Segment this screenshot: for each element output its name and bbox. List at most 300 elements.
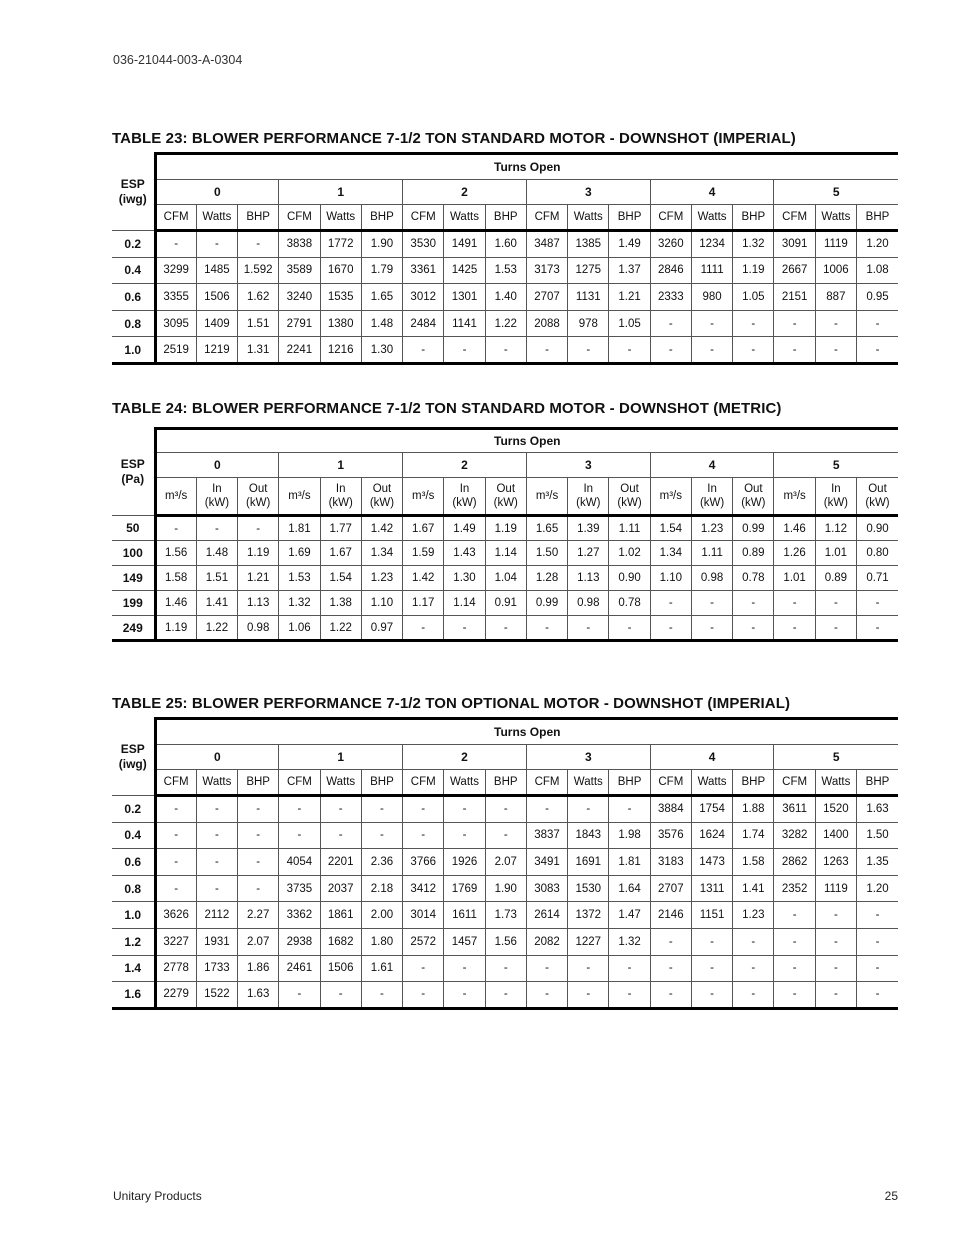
- data-cell: 1624: [691, 822, 732, 849]
- unit-header-cell: [857, 770, 898, 796]
- data-cell: 1843: [568, 822, 609, 849]
- unit-header-cell: [691, 478, 732, 516]
- unit-header-cell: [279, 478, 320, 516]
- data-cell: 3837: [526, 822, 567, 849]
- data-cell: -: [609, 337, 650, 364]
- unit-header-cell: [320, 770, 361, 796]
- data-cell: 2279: [155, 982, 196, 1009]
- data-cell: 1.05: [733, 284, 774, 311]
- esp-row-label: 1.6: [112, 982, 155, 1009]
- data-cell: 1263: [815, 849, 856, 876]
- header-row-turns-open: [112, 719, 898, 745]
- data-cell: 1.42: [403, 566, 444, 591]
- data-cell: 1301: [444, 284, 485, 311]
- table-row: [112, 928, 898, 955]
- data-cell: -: [650, 591, 691, 616]
- table-row: [112, 616, 898, 641]
- data-cell: 3530: [403, 231, 444, 258]
- unit-header-text: m³/s: [535, 490, 559, 502]
- unit-header-cell: [526, 770, 567, 796]
- data-cell: 1530: [568, 875, 609, 902]
- data-cell: -: [526, 796, 567, 823]
- data-cell: -: [485, 822, 526, 849]
- data-cell: -: [815, 616, 856, 641]
- data-cell: 1.49: [609, 231, 650, 258]
- data-cell: 3626: [155, 902, 196, 929]
- data-cell: 1491: [444, 231, 485, 258]
- unit-header-text: m³/s: [288, 490, 311, 502]
- data-cell: 1.40: [485, 284, 526, 311]
- turns-header-1: 1: [279, 180, 403, 205]
- data-cell: -: [320, 796, 361, 823]
- data-cell: 1.22: [485, 310, 526, 337]
- unit-header-cell: [361, 205, 402, 231]
- unit-header-cell: [857, 205, 898, 231]
- data-cell: -: [238, 796, 279, 823]
- data-cell: 1.32: [733, 231, 774, 258]
- header-row-units: [112, 770, 898, 796]
- esp-row-label: 149: [112, 566, 155, 591]
- unit-header-cell: [485, 205, 526, 231]
- unit-header-text: BHP: [493, 211, 518, 223]
- esp-header-cell: [112, 154, 155, 231]
- unit-header-text: In: [583, 483, 594, 495]
- turns-header-3: 3: [526, 453, 650, 478]
- data-cell: -: [155, 822, 196, 849]
- data-cell: 1.14: [444, 591, 485, 616]
- data-cell: 1.38: [320, 591, 361, 616]
- data-cell: -: [609, 982, 650, 1009]
- unit-header-text: Watts: [821, 776, 851, 788]
- data-cell: 1.32: [279, 591, 320, 616]
- data-cell: 1611: [444, 902, 485, 929]
- data-cell: 1216: [320, 337, 361, 364]
- data-cell: 1.51: [196, 566, 237, 591]
- data-cell: 1.43: [444, 541, 485, 566]
- unit-header-cell: [155, 770, 196, 796]
- unit-header-text: BHP: [865, 211, 890, 223]
- data-cell: 1.06: [279, 616, 320, 641]
- header-row-units: [112, 205, 898, 231]
- data-cell: 2846: [650, 257, 691, 284]
- data-cell: 2.27: [238, 902, 279, 929]
- data-cell: 1.48: [361, 310, 402, 337]
- data-cell: 2614: [526, 902, 567, 929]
- unit-header-cell: [733, 478, 774, 516]
- data-cell: -: [155, 875, 196, 902]
- data-cell: -: [568, 955, 609, 982]
- unit-header-cell: [526, 205, 567, 231]
- data-cell: 2862: [774, 849, 815, 876]
- unit-header-text: In: [707, 483, 717, 495]
- data-cell: 3589: [279, 257, 320, 284]
- data-cell: 887: [815, 284, 856, 311]
- data-cell: 3611: [774, 796, 815, 823]
- data-cell: 0.98: [238, 616, 279, 641]
- table-25-title: TABLE 25: BLOWER PERFORMANCE 7-1/2 TON OPTIONAL MOTOR - DOWNSHOT (IMPERIAL): [112, 695, 791, 712]
- data-cell: -: [733, 310, 774, 337]
- unit-header-cell: [568, 770, 609, 796]
- data-cell: 1.42: [361, 516, 402, 541]
- header-row-turns: [112, 453, 898, 478]
- data-cell: 1.08: [857, 257, 898, 284]
- data-cell: -: [774, 310, 815, 337]
- data-cell: -: [857, 982, 898, 1009]
- data-cell: 3299: [155, 257, 196, 284]
- unit-header-text: CFM: [410, 211, 436, 223]
- data-cell: 1.65: [526, 516, 567, 541]
- unit-header-text: In: [212, 483, 222, 495]
- data-cell: -: [733, 982, 774, 1009]
- unit-header-cell: [815, 478, 856, 516]
- turns-open-header: Turns Open: [155, 719, 898, 745]
- data-cell: -: [361, 982, 402, 1009]
- data-cell: -: [774, 616, 815, 641]
- header-row-turns-open: [112, 429, 898, 453]
- data-cell: 0.90: [857, 516, 898, 541]
- data-cell: 1.02: [609, 541, 650, 566]
- data-cell: 3838: [279, 231, 320, 258]
- turns-open-header: Turns Open: [155, 429, 898, 453]
- data-cell: 3362: [279, 902, 320, 929]
- data-cell: 1473: [691, 849, 732, 876]
- data-cell: -: [857, 310, 898, 337]
- data-cell: 3173: [526, 257, 567, 284]
- data-cell: 1409: [196, 310, 237, 337]
- data-cell: 1.46: [774, 516, 815, 541]
- data-cell: 1.34: [361, 541, 402, 566]
- unit-header-text: (kW): [617, 497, 642, 509]
- unit-header-text: (kW): [328, 497, 353, 509]
- unit-header-cell: [815, 205, 856, 231]
- unit-header-text: (kW): [493, 497, 518, 509]
- unit-header-text: Watts: [573, 211, 603, 223]
- data-cell: -: [403, 822, 444, 849]
- unit-header-cell: [196, 478, 237, 516]
- data-cell: 1.56: [485, 928, 526, 955]
- data-cell: -: [815, 982, 856, 1009]
- data-cell: 2938: [279, 928, 320, 955]
- data-cell: 2572: [403, 928, 444, 955]
- data-cell: -: [815, 337, 856, 364]
- data-cell: 1.13: [238, 591, 279, 616]
- unit-header-cell: [691, 770, 732, 796]
- data-cell: 1.53: [279, 566, 320, 591]
- data-cell: 0.98: [568, 591, 609, 616]
- unit-header-text: Watts: [326, 211, 356, 223]
- table-row: [112, 982, 898, 1009]
- data-cell: -: [774, 591, 815, 616]
- data-cell: -: [691, 591, 732, 616]
- data-cell: 1.46: [155, 591, 196, 616]
- data-cell: 978: [568, 310, 609, 337]
- data-cell: 2707: [526, 284, 567, 311]
- unit-header-cell: [196, 205, 237, 231]
- data-cell: 1385: [568, 231, 609, 258]
- data-cell: -: [403, 955, 444, 982]
- turns-header-5: 5: [774, 180, 898, 205]
- unit-header-text: Watts: [450, 211, 479, 223]
- esp-row-label: 0.4: [112, 822, 155, 849]
- data-cell: 1.10: [650, 566, 691, 591]
- page-number: 25: [884, 1189, 898, 1203]
- unit-header-text: CFM: [286, 211, 312, 223]
- data-cell: 3576: [650, 822, 691, 849]
- data-cell: 1.23: [733, 902, 774, 929]
- unit-header-text: (kW): [576, 497, 601, 509]
- turns-header-0: 0: [155, 453, 279, 478]
- unit-header-cell: [733, 205, 774, 231]
- unit-header-text: BHP: [741, 776, 766, 788]
- unit-header-cell: [238, 770, 279, 796]
- data-cell: -: [609, 796, 650, 823]
- table-23-title: TABLE 23: BLOWER PERFORMANCE 7-1/2 TON STANDARD MOTOR - DOWNSHOT (IMPERIAL): [112, 130, 796, 147]
- unit-header-text: CFM: [658, 211, 684, 223]
- data-cell: -: [568, 796, 609, 823]
- data-cell: 3766: [403, 849, 444, 876]
- data-cell: 1.17: [403, 591, 444, 616]
- unit-header-cell: [650, 770, 691, 796]
- data-cell: 2112: [196, 902, 237, 929]
- unit-header-text: In: [831, 483, 841, 495]
- data-cell: 2082: [526, 928, 567, 955]
- data-cell: 1.41: [733, 875, 774, 902]
- data-cell: 3091: [774, 231, 815, 258]
- data-cell: 1.04: [485, 566, 526, 591]
- data-cell: 2519: [155, 337, 196, 364]
- data-cell: 0.89: [815, 566, 856, 591]
- data-cell: 3361: [403, 257, 444, 284]
- unit-header-cell: [403, 478, 444, 516]
- esp-row-label: 50: [112, 516, 155, 541]
- data-cell: 0.98: [691, 566, 732, 591]
- data-cell: 1151: [691, 902, 732, 929]
- table-row: [112, 591, 898, 616]
- data-cell: 2.18: [361, 875, 402, 902]
- data-cell: -: [155, 516, 196, 541]
- unit-header-text: CFM: [658, 776, 684, 788]
- data-cell: -: [155, 231, 196, 258]
- data-cell: -: [774, 928, 815, 955]
- data-cell: -: [691, 955, 732, 982]
- data-cell: -: [691, 928, 732, 955]
- unit-header-text: CFM: [534, 776, 560, 788]
- data-cell: -: [568, 982, 609, 1009]
- data-cell: -: [650, 928, 691, 955]
- unit-header-cell: [238, 205, 279, 231]
- data-cell: 3491: [526, 849, 567, 876]
- data-cell: -: [485, 955, 526, 982]
- unit-header-text: m³/s: [412, 490, 435, 502]
- turns-header-4: 4: [650, 453, 774, 478]
- data-cell: 1.47: [609, 902, 650, 929]
- data-cell: -: [733, 616, 774, 641]
- unit-header-text: Out: [620, 483, 639, 495]
- data-cell: 0.99: [526, 591, 567, 616]
- unit-header-text: Out: [248, 483, 268, 495]
- turns-header-0: 0: [155, 745, 279, 770]
- data-cell: 2667: [774, 257, 815, 284]
- data-cell: 1.41: [196, 591, 237, 616]
- data-cell: 3012: [403, 284, 444, 311]
- data-cell: 1.54: [320, 566, 361, 591]
- data-cell: 2088: [526, 310, 567, 337]
- data-cell: -: [485, 337, 526, 364]
- esp-row-label: 0.6: [112, 849, 155, 876]
- data-cell: -: [444, 955, 485, 982]
- data-cell: -: [857, 928, 898, 955]
- data-cell: -: [857, 591, 898, 616]
- esp-row-label: 199: [112, 591, 155, 616]
- data-cell: 1754: [691, 796, 732, 823]
- data-cell: 2484: [403, 310, 444, 337]
- data-cell: 2791: [279, 310, 320, 337]
- data-cell: -: [774, 902, 815, 929]
- data-cell: 2037: [320, 875, 361, 902]
- data-cell: 1311: [691, 875, 732, 902]
- data-cell: -: [526, 955, 567, 982]
- unit-header-cell: [609, 770, 650, 796]
- data-cell: 0.91: [485, 591, 526, 616]
- unit-header-cell: [733, 770, 774, 796]
- data-cell: -: [733, 955, 774, 982]
- data-cell: 1111: [691, 257, 732, 284]
- data-cell: 1.22: [320, 616, 361, 641]
- turns-header-2: 2: [403, 745, 527, 770]
- data-cell: 1.14: [485, 541, 526, 566]
- data-cell: 1506: [320, 955, 361, 982]
- data-cell: -: [196, 849, 237, 876]
- unit-header-cell: [361, 770, 402, 796]
- data-cell: 1.31: [238, 337, 279, 364]
- data-cell: 1.05: [609, 310, 650, 337]
- data-cell: 1670: [320, 257, 361, 284]
- data-cell: 1.13: [568, 566, 609, 591]
- turns-header-5: 5: [774, 745, 898, 770]
- data-cell: -: [196, 796, 237, 823]
- table-24-title: TABLE 24: BLOWER PERFORMANCE 7-1/2 TON STANDARD MOTOR - DOWNSHOT (METRIC): [112, 400, 782, 417]
- data-cell: -: [196, 231, 237, 258]
- data-cell: 1485: [196, 257, 237, 284]
- data-cell: 1275: [568, 257, 609, 284]
- data-cell: 0.97: [361, 616, 402, 641]
- turns-header-1: 1: [279, 453, 403, 478]
- unit-header-text: (kW): [204, 497, 230, 509]
- data-cell: 1.62: [238, 284, 279, 311]
- data-cell: -: [361, 822, 402, 849]
- data-cell: 1.59: [403, 541, 444, 566]
- data-cell: 1535: [320, 284, 361, 311]
- table-row: [112, 310, 898, 337]
- esp-label-line: ESP: [120, 456, 145, 471]
- data-cell: 1.67: [320, 541, 361, 566]
- data-cell: 1.53: [485, 257, 526, 284]
- unit-header-text: Out: [372, 483, 392, 495]
- header-row-turns-open: [112, 154, 898, 180]
- data-cell: 1.98: [609, 822, 650, 849]
- data-cell: 1.50: [857, 822, 898, 849]
- data-cell: -: [815, 591, 856, 616]
- unit-header-cell: [485, 478, 526, 516]
- data-cell: 0.78: [733, 566, 774, 591]
- data-cell: 1.11: [691, 541, 732, 566]
- unit-header-cell: [815, 770, 856, 796]
- data-cell: -: [733, 928, 774, 955]
- data-cell: 3240: [279, 284, 320, 311]
- data-cell: 1.32: [609, 928, 650, 955]
- data-cell: 1.81: [609, 849, 650, 876]
- data-cell: 2.07: [485, 849, 526, 876]
- unit-header-cell: [609, 205, 650, 231]
- table-row: [112, 822, 898, 849]
- data-cell: 1234: [691, 231, 732, 258]
- data-cell: -: [650, 310, 691, 337]
- data-cell: 980: [691, 284, 732, 311]
- unit-header-cell: [196, 770, 237, 796]
- unit-header-text: Watts: [202, 211, 232, 223]
- data-cell: 2778: [155, 955, 196, 982]
- data-cell: 2201: [320, 849, 361, 876]
- esp-row-label: 0.6: [112, 284, 155, 311]
- unit-header-text: (kW): [741, 497, 766, 509]
- unit-header-text: Watts: [821, 211, 851, 223]
- esp-row-label: 100: [112, 541, 155, 566]
- esp-row-label: 1.2: [112, 928, 155, 955]
- data-cell: -: [238, 822, 279, 849]
- data-cell: 1.01: [815, 541, 856, 566]
- data-cell: -: [857, 337, 898, 364]
- data-cell: -: [815, 928, 856, 955]
- data-cell: -: [650, 616, 691, 641]
- data-cell: -: [403, 796, 444, 823]
- data-cell: 1.20: [857, 231, 898, 258]
- data-cell: 1772: [320, 231, 361, 258]
- data-cell: 1.01: [774, 566, 815, 591]
- unit-header-text: Watts: [450, 776, 479, 788]
- unit-header-cell: [774, 205, 815, 231]
- data-cell: 1425: [444, 257, 485, 284]
- data-cell: -: [403, 982, 444, 1009]
- unit-header-text: CFM: [410, 776, 436, 788]
- table-row: [112, 257, 898, 284]
- unit-header-cell: [774, 478, 815, 516]
- unit-header-cell: [650, 205, 691, 231]
- data-cell: -: [279, 796, 320, 823]
- data-cell: 0.90: [609, 566, 650, 591]
- unit-header-text: (kW): [823, 497, 849, 509]
- data-cell: -: [196, 516, 237, 541]
- data-cell: 1.56: [155, 541, 196, 566]
- unit-header-cell: [320, 478, 361, 516]
- data-cell: 1119: [815, 875, 856, 902]
- data-cell: 1006: [815, 257, 856, 284]
- turns-header-2: 2: [403, 453, 527, 478]
- unit-header-text: CFM: [782, 776, 808, 788]
- unit-header-cell: [403, 770, 444, 796]
- data-cell: 1769: [444, 875, 485, 902]
- esp-row-label: 249: [112, 616, 155, 641]
- unit-header-text: CFM: [286, 776, 312, 788]
- data-cell: 2241: [279, 337, 320, 364]
- data-cell: -: [485, 616, 526, 641]
- table-row: [112, 875, 898, 902]
- data-cell: 1.48: [196, 541, 237, 566]
- data-cell: 1.63: [857, 796, 898, 823]
- esp-label-line: (Pa): [121, 471, 145, 486]
- data-cell: 1131: [568, 284, 609, 311]
- data-cell: 1.51: [238, 310, 279, 337]
- data-cell: 1.74: [733, 822, 774, 849]
